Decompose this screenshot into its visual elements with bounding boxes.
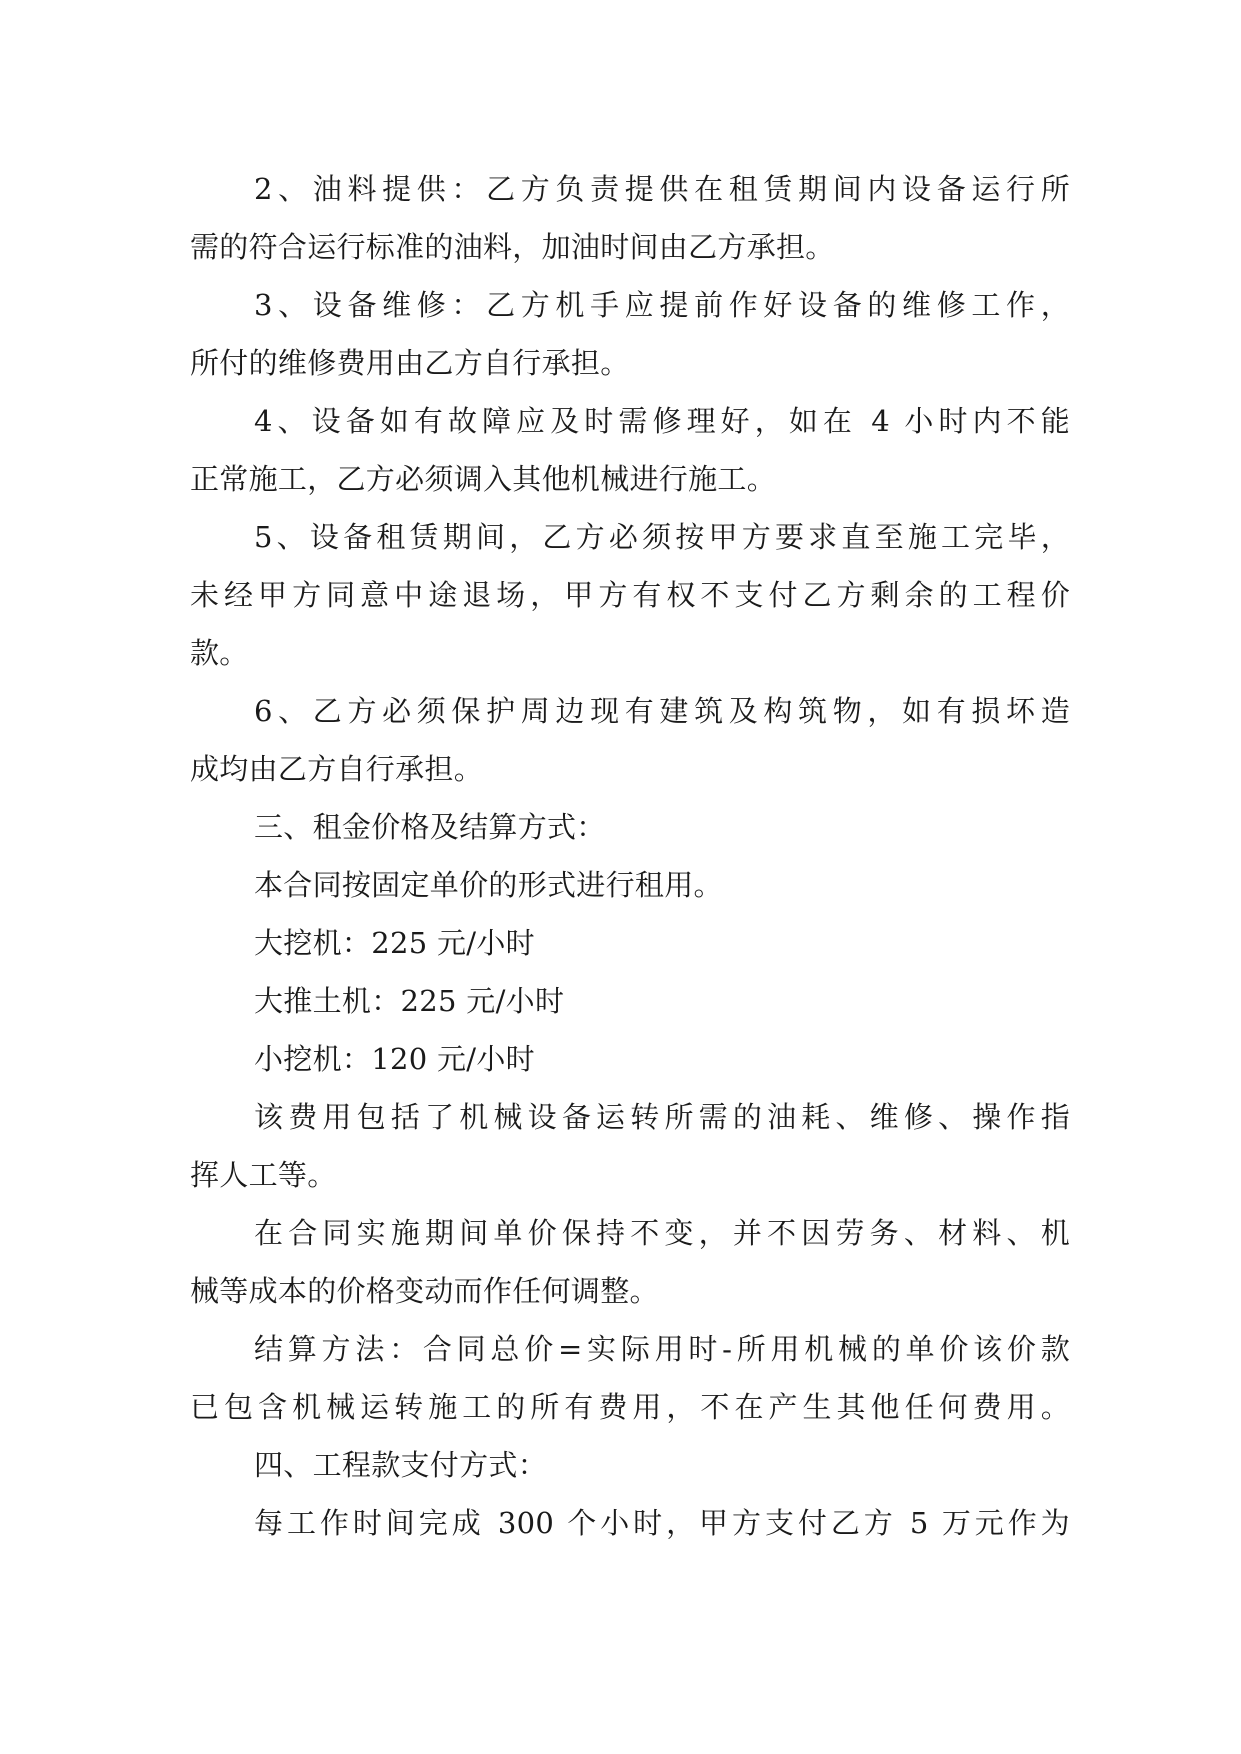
text-line: 三、租金价格及结算方式：: [254, 810, 606, 844]
text-line: 大推土机：225 元/小时: [254, 984, 565, 1018]
text-line: 本合同按固定单价的形式进行租用。: [254, 868, 723, 902]
text-line: 3、设备维修：乙方机手应提前作好设备的维修工作，: [254, 288, 1070, 322]
text-line: 未经甲方同意中途退场，甲方有权不支付乙方剩余的工程价: [190, 578, 1070, 612]
text-line: 6、乙方必须保护周边现有建筑及构筑物，如有损坏造: [254, 694, 1070, 728]
text-line: 已包含机械运转施工的所有费用，不在产生其他任何费用。: [190, 1390, 1070, 1424]
text-line: 5、设备租赁期间，乙方必须按甲方要求直至施工完毕，: [254, 520, 1070, 554]
text-line: 每工作时间完成 300 个小时，甲方支付乙方 5 万元作为: [254, 1506, 1070, 1540]
text-line: 小挖机：120 元/小时: [254, 1042, 535, 1076]
text-line: 正常施工，乙方必须调入其他机械进行施工。: [190, 462, 777, 496]
text-line: 挥人工等。: [190, 1158, 337, 1192]
text-line: 款。: [190, 636, 249, 670]
document-body: [190, 160, 1070, 1552]
text-line: 2、油料提供：乙方负责提供在租赁期间内设备运行所: [254, 172, 1070, 206]
text-line: 在合同实施期间单价保持不变，并不因劳务、材料、机: [254, 1216, 1070, 1250]
text-line: 结算方法：合同总价=实际用时-所用机械的单价该价款: [254, 1332, 1070, 1366]
text-line: 需的符合运行标准的油料，加油时间由乙方承担。: [190, 230, 835, 264]
text-line: 大挖机：225 元/小时: [254, 926, 535, 960]
text-line: 成均由乙方自行承担。: [190, 752, 484, 786]
text-line: 所付的维修费用由乙方自行承担。: [190, 346, 630, 380]
text-line: 械等成本的价格变动而作任何调整。: [190, 1274, 659, 1308]
text-line: 该费用包括了机械设备运转所需的油耗、维修、操作指: [254, 1100, 1070, 1134]
text-line: 4、设备如有故障应及时需修理好，如在 4 小时内不能: [254, 404, 1070, 438]
text-line: 四、工程款支付方式：: [254, 1448, 548, 1482]
